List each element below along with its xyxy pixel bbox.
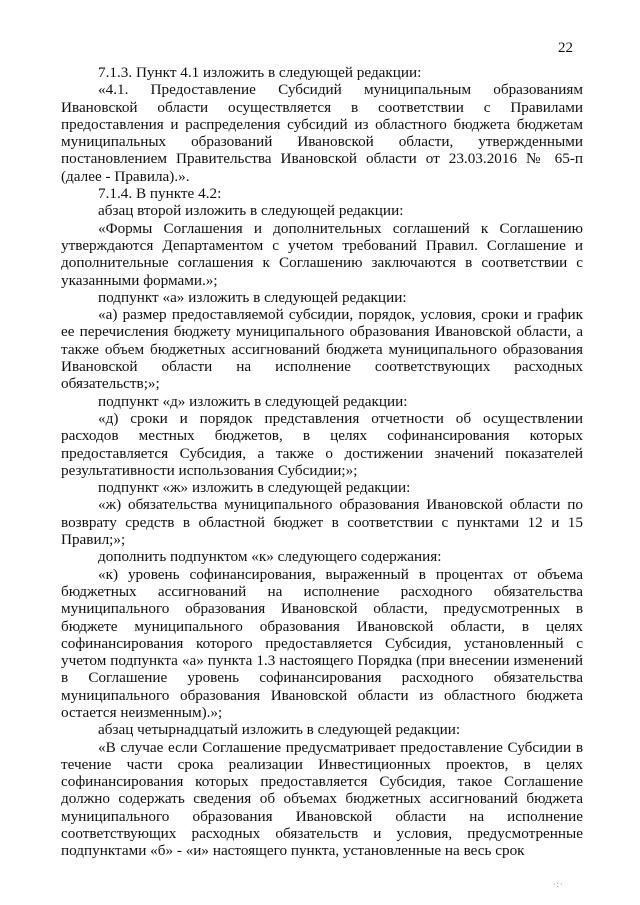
paragraph-podpunkt-d: подпункт «д» изложить в следующей редакции: — [98, 392, 408, 410]
paragraph-dopolnit-k: дополнить подпунктом «к» следующего содержания: — [98, 548, 442, 566]
paragraph-7-1-3: 7.1.3. Пункт 4.1 изложить в следующей редакции: — [98, 64, 422, 81]
paragraph-podpunkt-zh: подпункт «ж» изложить в следующей редакции: — [98, 479, 411, 497]
paragraph-4-1-text: «4.1. Предоставление Субсидий муниципальным образованиям Ивановской области осуществляется в соответствии с Правилами предоставления и распределения субсидий из областного бюджета бюджетам муниципальных образований Ивановской области, утвержденными постановлением Правительства Ивановской области от 23.03.2016 № 65-п (далее - Правила).». — [61, 81, 583, 185]
paragraph-7-1-4: 7.1.4. В пункте 4.2: — [98, 185, 222, 203]
paragraph-podpunkt-a: подпункт «а» изложить в следующей редакции: — [98, 288, 407, 306]
page-number: 22 — [558, 40, 573, 56]
paragraph-formy-soglasheniya: «Формы Соглашения и дополнительных соглашений к Соглашению утверждаются Департаментом с учетом требований Правил. Соглашение и дополнительные соглашения к Соглашению заключаются в соответствии с указанными формами.»; — [61, 219, 583, 289]
paragraph-podpunkt-zh-text: «ж) обязательства муниципального образования Ивановской области по возврату средств в областной бюджет в соответствии с пунктами 12 и 15 Правил;»; — [61, 496, 583, 549]
paragraph-abzac-vtoroj: абзац второй изложить в следующей редакции: — [98, 202, 404, 220]
paragraph-abzac-14: абзац четырнадцатый изложить в следующей редакции: — [98, 721, 461, 739]
paragraph-abzac-14-text: «В случае если Соглашение предусматривает предоставление Субсидии в течение части срока реализации Инвестиционных проектов, в целях софинансирования которых предоставляется Субсидия, такое Соглашение должно содержать сведения об объемах бюджетных ассигнований бюджета муниципального образования Ивановской области на исполнение соответствующих расходных обязательств и условия, предусмотренные подпунктами «б» - «и» настоящего пункта, установленные на весь срок — [61, 738, 583, 860]
paragraph-podpunkt-k-text: «к) уровень софинансирования, выраженный в процентах от объема бюджетных ассигнований на исполнение расходного обязательства муниципального образования Ивановской области, предусмотренных в бюджете муниципального образования Ивановской области, в целях софинансирования которого предоставляется Субсидия, установленный с учетом подпункта «а» пункта 1.3 настоящего Порядка (при внесении изменений в Соглашение уровень софинансирования расходного обязательства муниципального образования Ивановской области из областного бюджета остается неизменным).»; — [61, 565, 583, 721]
corner-mark: ·:· — [553, 880, 564, 889]
paragraph-podpunkt-a-text: «а) размер предоставляемой субсидии, порядок, условия, сроки и график ее перечисления бюджету муниципального образования Ивановской области, а также объем бюджетных ассигнований бюджета муниципального образования Ивановской области на исполнение соответствующих расходных обязательств;»; — [61, 306, 583, 393]
document-body — [61, 64, 583, 860]
paragraph-podpunkt-d-text: «д) сроки и порядок представления отчетности об осуществлении расходов местных бюджетов, в целях софинансирования которых предоставляется Субсидия, а также о достижении значений показателей результативности использования Субсидии;»; — [61, 409, 583, 479]
